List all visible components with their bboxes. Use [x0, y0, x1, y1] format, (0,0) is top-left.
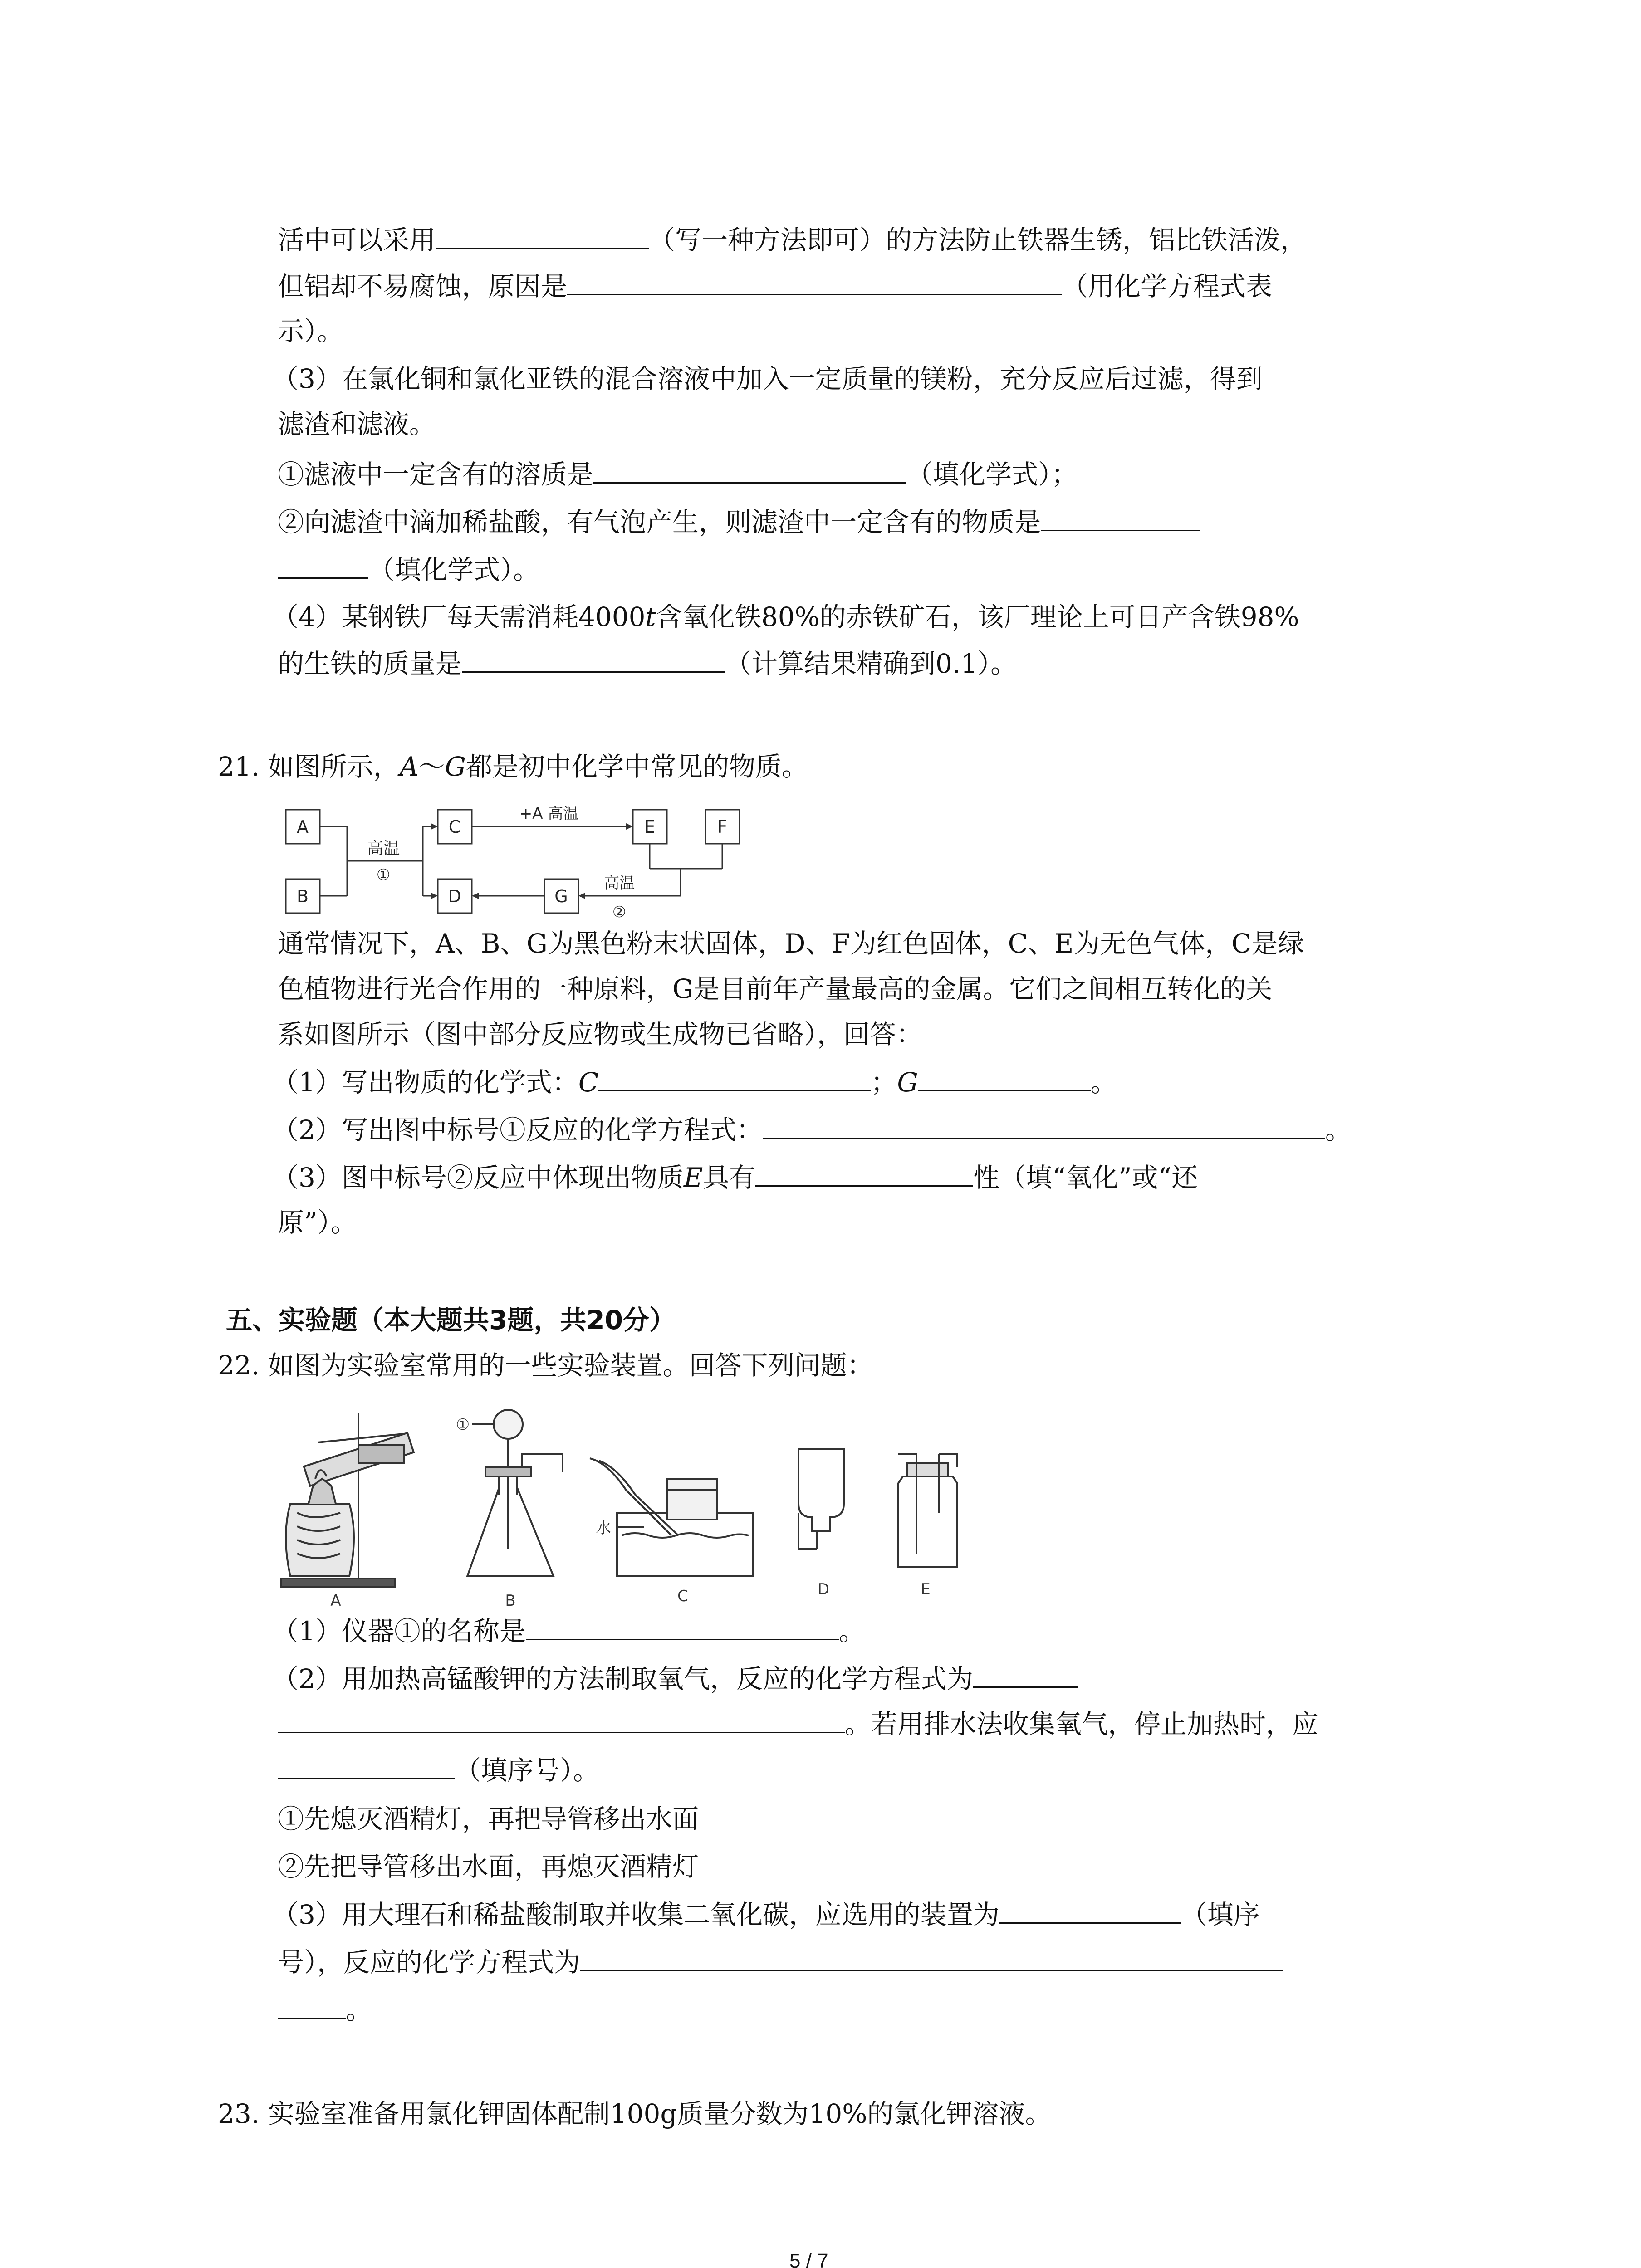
answer-blank — [567, 268, 1062, 295]
text: （1）仪器①的名称是 — [272, 1616, 526, 1647]
text: （2）写出图中标号①反应的化学方程式： — [272, 1114, 763, 1145]
q22-option-1: ①先熄灭酒精灯，再把导管移出水面 — [278, 1804, 699, 1834]
q20-3-line-1: （3）在氯化铜和氯化亚铁的混合溶液中加入一定质量的镁粉，充分反应后过滤，得到 — [272, 363, 1263, 394]
text: 具有 — [703, 1162, 756, 1193]
apparatus-D — [798, 1449, 844, 1549]
label-reaction-2: ② — [612, 903, 627, 921]
answer-blank — [278, 1706, 845, 1733]
text: 都是初中化学中常见的物质。 — [465, 751, 808, 782]
text: G — [445, 751, 466, 782]
answer-blank — [278, 1991, 346, 2019]
label-E: E — [644, 817, 656, 837]
text: （填化学式）。 — [368, 554, 540, 585]
arrow-head — [431, 823, 438, 830]
apparatus-C — [590, 1458, 753, 1576]
label-high-temp-1: 高温 — [367, 839, 400, 858]
label-G: G — [554, 886, 568, 906]
apparatus-A — [281, 1413, 414, 1587]
text: （2）用加热高锰酸钾的方法制取氧气，反应的化学方程式为 — [272, 1663, 973, 1694]
q20-3-line-2: 滤渣和滤液。 — [278, 409, 436, 440]
q20-3-2 — [278, 503, 1200, 540]
answer-blank — [580, 1944, 1283, 1971]
q22-3 — [272, 1896, 1260, 1932]
text: （填化学式）； — [906, 459, 1078, 490]
text: 。若用排水法收集氧气，停止加热时，应 — [845, 1709, 1319, 1740]
text: 。 — [838, 1616, 865, 1647]
text: （写一种方法即可）的方法防止铁器生锈，铝比铁活泼， — [649, 225, 1307, 255]
text: 。 — [1090, 1067, 1117, 1098]
q22-2-cont — [278, 1706, 1318, 1742]
label-B: B — [296, 886, 309, 906]
arrow-head — [626, 823, 633, 830]
q21-stem — [218, 748, 808, 785]
answer-blank — [918, 1064, 1091, 1091]
q21-para-2: 色植物进行光合作用的一种原料，G是目前年产量最高的金属。它们之间相互转化的关 — [278, 973, 1273, 1004]
q22-stem: 22. 如图为实验室常用的一些实验装置。回答下列问题： — [218, 1350, 873, 1381]
arrow-head — [578, 893, 585, 899]
text: 21. 如图所示， — [218, 751, 400, 782]
q22-2-cont2 — [278, 1752, 599, 1788]
text: t — [645, 601, 656, 632]
text: 的生铁的质量是 — [278, 648, 462, 679]
apparatus-B — [467, 1410, 563, 1576]
label-A: A — [297, 817, 309, 837]
q23-stem: 23. 实验室准备用氯化钾固体配制100g质量分数为10%的氯化钾溶液。 — [218, 2098, 1052, 2129]
answer-blank — [973, 1660, 1078, 1688]
answer-blank — [436, 221, 649, 249]
answer-blank — [755, 1159, 973, 1187]
text: 活中可以采用 — [278, 225, 436, 255]
answer-blank — [462, 645, 725, 673]
label-B: B — [505, 1592, 516, 1608]
q22-3-cont — [278, 1944, 1283, 1980]
answer-blank — [278, 551, 368, 579]
answer-blank — [278, 1752, 455, 1779]
q21-2 — [272, 1111, 1352, 1148]
answer-blank — [598, 1064, 871, 1091]
text: （填序号）。 — [455, 1755, 600, 1786]
q22-apparatus-figure — [272, 1399, 998, 1608]
text: （用化学方程式表 — [1062, 271, 1273, 302]
label-C: C — [677, 1587, 688, 1605]
label-water: 水 — [596, 1519, 611, 1537]
q20-4-line-1 — [272, 599, 1299, 635]
q22-option-2: ②先把导管移出水面，再熄灭酒精灯 — [278, 1851, 699, 1882]
arrow-head — [431, 893, 438, 899]
label-plus-A-high-temp: +A 高温 — [519, 805, 579, 823]
text: 。 — [346, 1994, 372, 2025]
q22-3-cont2 — [278, 1991, 372, 2028]
section-5-heading: 五、实验题（本大题共3题，共20分） — [226, 1305, 676, 1335]
answer-blank — [526, 1613, 839, 1640]
label-D: D — [448, 886, 461, 906]
q21-diagram — [281, 798, 780, 934]
answer-blank — [999, 1896, 1181, 1924]
q21-para-1: 通常情况下，A、B、G为黑色粉末状固体，D、F为红色固体，C、E为无色气体，C是绿 — [278, 928, 1304, 959]
text: ～ — [418, 751, 445, 782]
label-E: E — [921, 1580, 931, 1598]
q22-2 — [272, 1660, 1078, 1696]
q20-line-1 — [278, 221, 1307, 258]
label-F: F — [717, 817, 727, 837]
text: ①滤液中一定含有的溶质是 — [278, 459, 594, 490]
label-C: C — [448, 817, 461, 837]
page-number: 5 / 7 — [789, 2250, 828, 2268]
q20-line-2 — [278, 268, 1272, 304]
text: （3）图中标号②反应中体现出物质 — [272, 1162, 684, 1193]
text: 。 — [1325, 1114, 1352, 1145]
label-high-temp-2: 高温 — [604, 874, 635, 892]
text: （3）用大理石和稀盐酸制取并收集二氧化碳，应选用的装置为 — [272, 1899, 999, 1930]
text: E — [683, 1162, 703, 1193]
label-A: A — [330, 1592, 341, 1608]
q20-4-line-2 — [278, 645, 1017, 681]
apparatus-E — [898, 1454, 957, 1567]
q21-para-3: 系如图所示（图中部分反应物或生成物已省略），回答： — [278, 1019, 923, 1050]
q21-3-cont: 原”）。 — [278, 1207, 357, 1238]
text: ②向滤渣中滴加稀盐酸，有气泡产生，则滤渣中一定含有的物质是 — [278, 507, 1041, 538]
text: C — [578, 1067, 599, 1098]
q20-3-1 — [278, 456, 1078, 492]
text: （计算结果精确到0.1）。 — [725, 648, 1017, 679]
q22-1 — [272, 1613, 865, 1649]
q21-3 — [272, 1159, 1198, 1195]
label-D: D — [817, 1580, 830, 1598]
q21-1 — [272, 1064, 1117, 1100]
q20-line-3: 示）。 — [278, 316, 344, 347]
label-reaction-1: ① — [376, 866, 391, 884]
text: ； — [871, 1067, 897, 1098]
text: 但铝却不易腐蚀，原因是 — [278, 271, 568, 302]
text: 性（填“氧化”或“还 — [973, 1162, 1198, 1193]
q20-3-2-cont — [278, 551, 539, 587]
arrow-head — [472, 893, 479, 899]
text: 号），反应的化学方程式为 — [278, 1947, 581, 1978]
text: A — [399, 751, 419, 782]
label-instrument-1: ① — [456, 1416, 470, 1434]
text: （1）写出物质的化学式： — [272, 1067, 578, 1098]
text: 含氧化铁80%的赤铁矿石，该厂理论上可日产含铁98% — [656, 601, 1299, 632]
answer-blank — [1041, 503, 1200, 531]
text: G — [897, 1067, 918, 1098]
answer-blank — [763, 1111, 1325, 1139]
answer-blank — [593, 456, 906, 484]
text: （4）某钢铁厂每天需消耗4000 — [272, 601, 646, 632]
text: （填序 — [1181, 1899, 1260, 1930]
